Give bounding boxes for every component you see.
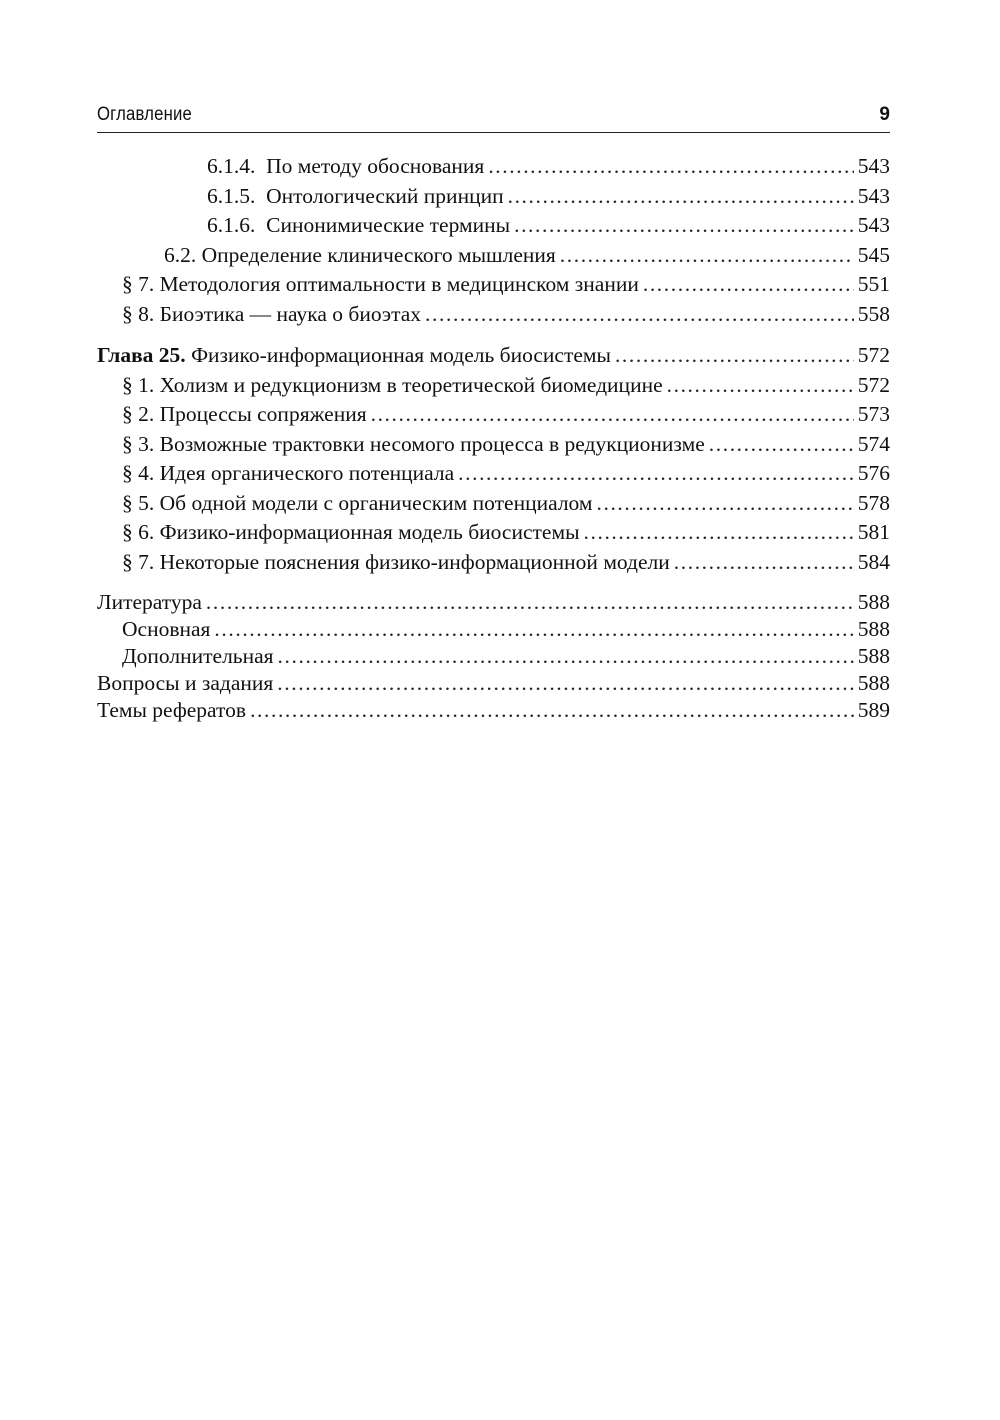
toc-entry-essay-topics[interactable] [97,697,890,724]
dot-leader [214,616,853,643]
dot-leader [709,430,854,460]
toc-entry-title: 6.1.5. Онтологический принцип [207,183,504,208]
toc-entry[interactable] [97,270,890,300]
toc-entry[interactable] [97,182,890,212]
toc-entry-page: 588 [857,590,890,614]
dot-leader [488,152,853,182]
toc-entry-page: 551 [857,272,890,296]
toc-entry-title: § 7. Методология оптимальности в медицинском знании [122,272,639,296]
toc-entry[interactable] [97,489,890,519]
dot-leader [508,182,854,212]
toc-entry[interactable] [97,152,890,182]
running-header [97,98,890,133]
toc-entry[interactable] [97,371,890,401]
dot-leader [425,300,854,330]
toc-entry-page: 588 [857,617,890,641]
dot-leader [597,489,854,519]
toc-chapter-title: Глава 25. Физико-информационная модель биосистемы [97,343,611,367]
toc-entry-page: 588 [857,644,890,668]
dot-leader [371,400,854,430]
toc-entry-page: 545 [857,242,890,267]
toc-entry-page: 581 [857,520,890,544]
dot-leader [277,670,853,697]
toc-entry-page: 578 [857,490,890,515]
toc-entry-page: 572 [857,372,890,397]
toc-entry-title: § 5. Об одной модели с органическим потенциалом [122,490,593,515]
toc-entry-questions[interactable] [97,670,890,697]
dot-leader [674,548,854,578]
toc-entry[interactable] [97,241,890,271]
toc-entry-title: Дополнительная [122,644,274,668]
toc-entry-title: § 7. Некоторые пояснения физико-информационной модели [122,549,670,574]
toc-entry-additional-literature[interactable] [97,643,890,670]
toc-entry-title: Вопросы и задания [97,671,274,695]
dot-leader [584,518,854,548]
dot-leader [643,270,854,300]
toc-entry-page: 543 [857,183,890,208]
toc-entry-main-literature[interactable] [97,616,890,643]
toc-entry-bibliography[interactable] [97,589,890,616]
toc-entry-page: 573 [857,402,890,426]
toc-entry-title: § 8. Биоэтика — наука о биоэтах [122,301,422,326]
page-number: 9 [879,104,890,125]
table-of-contents [97,152,890,724]
dot-leader [278,643,854,670]
toc-entry-title: § 2. Процессы сопряжения [122,402,367,426]
dot-leader [206,589,854,616]
toc-entry[interactable] [97,518,890,548]
toc-entry-title: 6.1.6. Синонимические термины [207,213,511,237]
toc-entry[interactable] [97,211,890,241]
toc-entry-page: 576 [857,461,890,485]
dot-leader [458,459,854,489]
toc-entry-title: § 4. Идея органического потенциала [122,461,455,485]
toc-entry-title: 6.1.4. По методу обоснования [207,154,485,178]
toc-chapter-entry[interactable] [97,341,890,371]
toc-entry-title: § 1. Холизм и редукционизм в теоретической биомедицине [122,372,663,397]
toc-entry[interactable] [97,400,890,430]
toc-entry-page: 572 [857,343,890,367]
toc-entry[interactable] [97,548,890,578]
toc-entry[interactable] [97,459,890,489]
toc-entry-title: Темы рефератов [97,698,247,722]
toc-entry-page: 584 [857,549,890,574]
toc-entry-title: 6.2. Определение клинического мышления [164,242,556,267]
chapter-label: Глава 25. [97,343,186,367]
dot-leader [667,371,854,401]
toc-entry-title: § 6. Физико-информационная модель биосистемы [122,520,580,544]
toc-entry[interactable] [97,300,890,330]
dot-leader [560,241,854,271]
toc-entry-title: § 3. Возможные трактовки несомого процесса в редукционизме [122,431,705,456]
toc-entry[interactable] [97,430,890,460]
toc-entry-page: 574 [857,431,890,456]
toc-entry-title: Литература [97,590,202,614]
dot-leader [514,211,854,241]
running-header-title: Оглавление [97,104,192,125]
toc-entry-page: 543 [857,213,890,237]
toc-entry-page: 543 [857,154,890,178]
dot-leader [250,697,854,724]
toc-entry-title: Основная [122,617,211,641]
toc-entry-page: 588 [857,671,890,695]
toc-entry-page: 558 [857,301,890,326]
toc-entry-page: 589 [857,698,890,722]
dot-leader [615,341,854,371]
